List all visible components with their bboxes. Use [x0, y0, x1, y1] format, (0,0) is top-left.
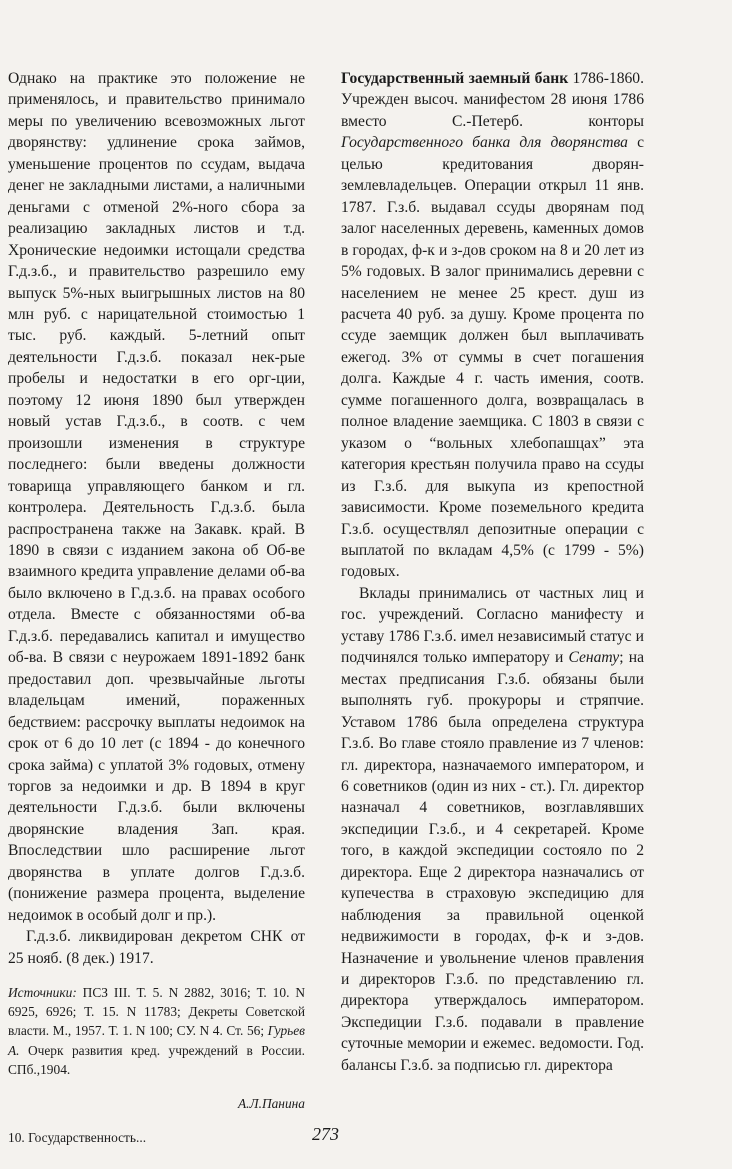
entry-title: Государственный заемный банк	[341, 70, 569, 87]
sources-author: Гурьев А.	[8, 1023, 305, 1058]
left-paragraph-2: Г.д.з.б. ликвидирован декретом СНК от 25 нояб. (8 дек.) 1917.	[8, 928, 305, 967]
right-p1-text-a: 1786-1860. Учрежден высоч. манифестом 28 июня 1786 вместо С.-Петерб. конторы	[341, 70, 644, 130]
page-number: 273	[312, 1124, 339, 1144]
right-p2-text-a: Вклады принимались от частных лиц и гос. учреждений. Согласно манифесту и уставу 1786 Г.з.б. имел независимый статус и подчинялся только императору и	[341, 584, 644, 667]
right-p2-italic: Сенату	[568, 649, 620, 667]
sources-text-a: ПСЗ III. Т. 5. N 2882, 3016; Т. 10. N 6925, 6926; Т. 15. N 11783; Декреты Советской власти. М., 1957. Т. 1. N 100; СУ. N 4. Ст. 56;	[8, 985, 305, 1039]
left-paragraph-1: Однако на практике это положение не применялось, и правительство принимало меры по увеличению всевозможных льгот дворянству: удлинение срока займов, уменьшение процентов по ссудам, выдача денег не закладными листами, а наличными деньгами с отменой 2%-ного сбора за реализацию закладных листов и т.д. Хронические недоимки истощали средства Г.д.з.б., и правительство разрешило ему выпуск 5%-ных выигрышных листов на 80 млн руб. с нарицательной стоимостью 1 тыс. руб. каждый. 5-летний опыт деятельности Г.д.з.б. показал нек-рые пробелы и недостатки в его орг-ции, поэтому 12 июня 1890 был утвержден новый устав Г.д.з.б., в соотв. с чем произошли изменения в структуре последнего: были введены должности товарища управляющего банком и гл. контролера. Деятельность Г.д.з.б. была распространена также на Закавк. край. В 1890 в связи с изданием закона об Об-ве взаимного кредита управление делами об-ва было включено в Г.д.з.б. на правах особого отдела. Вместе с обязанностями об-ва Г.д.з.б. передавались капитал и имущество об-ва. В связи с неурожаем 1891-1892 банк предоставил доп. чрезвычайные льготы владельцам имений, пораженных бедствием: рассрочку выплаты недоимок на срок от 6 до 10 лет (с 1894 - до конечного срока займа) с уплатой 3% годовых, отмену торгов за недоимки и др. В 1894 в круг деятельности Г.д.з.б. были включены дворянские владения Зап. края. Впоследствии шло расширение льгот дворянства в уплате долгов Г.д.з.б. (понижение размера процента, выделение недоимок в особый долг и пр.).	[8, 70, 305, 924]
running-footer: 10. Государственность...	[8, 1130, 147, 1145]
right-p2-text-b: ; на местах предписания Г.з.б. обязаны были выполнять губ. прокуроры и стряпчие. Уставом 1786 была определена структура Г.з.б. Во главе стояло правление из 7 членов: гл. директора, назначаемого императором, и 6 советников (один из них - ст.). Гл. директор назначал 4 советников, возглавлявших экспедиции Г.з.б., и 4 секретарей. Кроме того, в каждой экспедиции состояло по 2 директора. Еще 2 директора назначались от купечества в страховую экспедицию для наблюдения за правильной оценкой недвижимости в городах, ф-к и з-дов. Назначение и увольнение членов правления и директоров Г.з.б. по представлению гл. директора утверждалось императором. Экспедиции Г.з.б. подавали в правление суточные мемории и ежемес. ведомости. Год. балансы Г.з.б. за подписью гл. директора	[341, 649, 644, 1074]
article-author: А.Л.Панина	[238, 1096, 305, 1112]
sources-text-b: Очерк развития кред. учреждений в России. СПб.,1904.	[8, 1042, 305, 1077]
right-column	[341, 68, 644, 1076]
right-p1-text-b: с целью кредитования дворян-землевладельцев. Операции открыл 11 янв. 1787. Г.з.б. выдавал ссуды дворянам под залог населенных деревень, каменных домов в городах, ф-к и з-дов сроком на 8 и 20 лет из 5% годовых. В залог принимались деревни с населением не менее 25 крест. душ из расчета 40 руб. за душу. Кроме процента по ссуде заемщик должен был выплачивать ежегод. 3% от суммы в счет погашения долга. Каждые 4 г. часть имения, соотв. сумме погашенного долга, возвращалась в полное владение заемщика. С 1803 в связи с указом о “вольных хлебопашцах” эта категория крестьян получила право на ссуды из Г.з.б. для выкупа из крепостной зависимости. Кроме поземельного кредита Г.з.б. осуществлял депозитные операции с выплатой по вкладам 4,5% (с 1799 - 5%) годовых.	[341, 134, 644, 581]
right-p1-italic: Государственного банка для дворянства	[341, 134, 628, 152]
right-paragraph-2	[341, 583, 644, 1076]
sources-note	[8, 983, 305, 1079]
left-column	[8, 68, 305, 1115]
sources-label: Источники:	[8, 985, 77, 1001]
right-paragraph-1	[341, 68, 644, 583]
